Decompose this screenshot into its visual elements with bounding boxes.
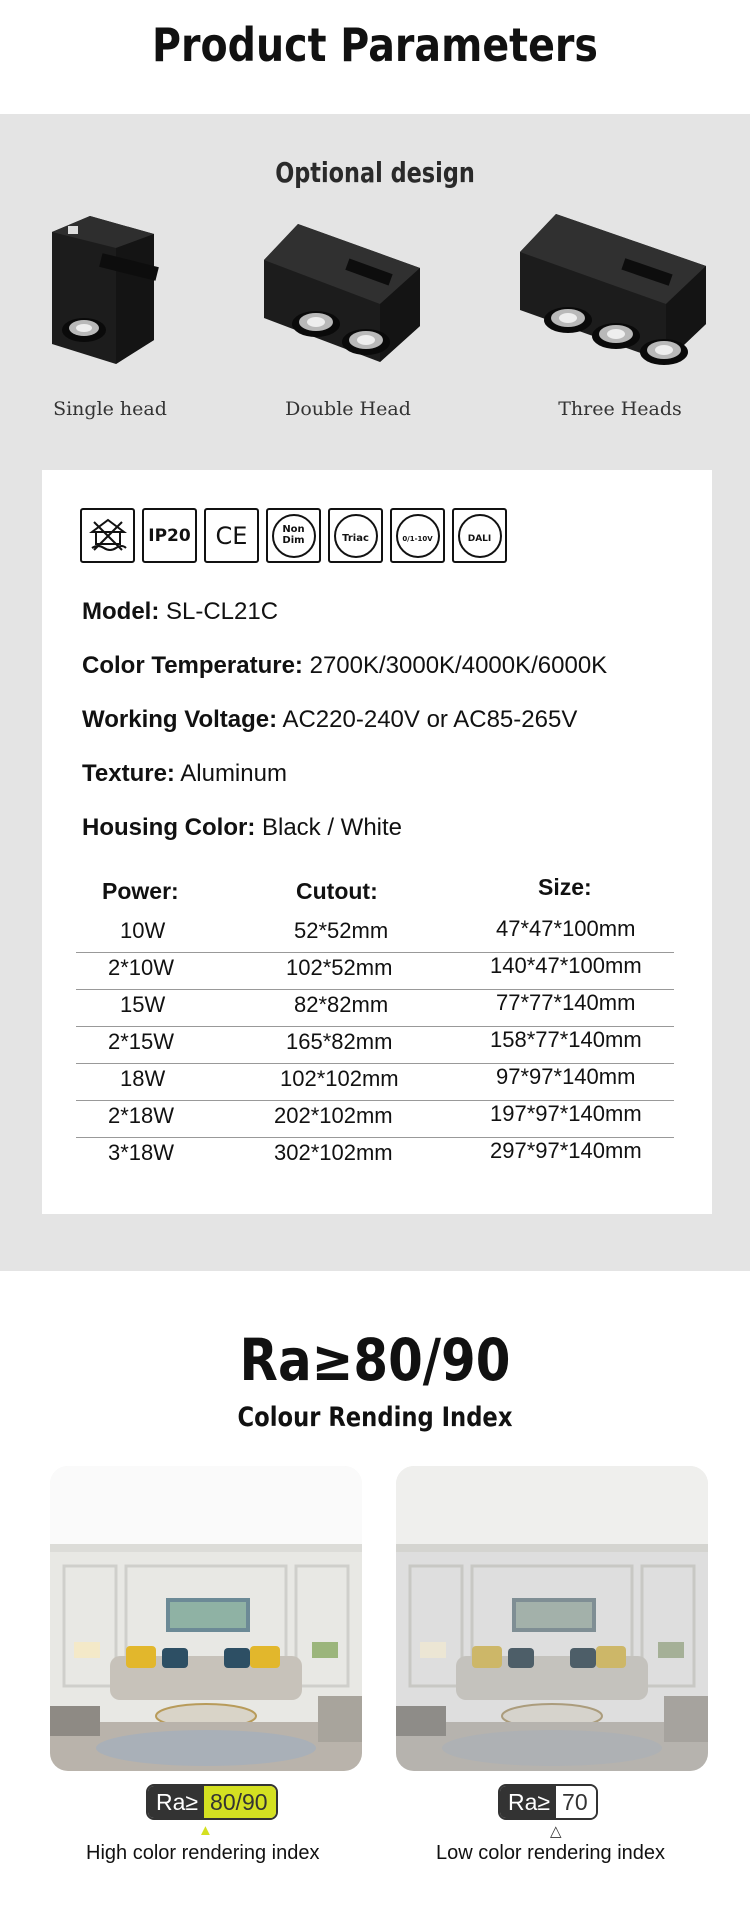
low-cri-room-image: [396, 1466, 708, 1771]
low-cri-prefix: Ra≥: [500, 1786, 556, 1818]
non-dim-icon: [266, 508, 321, 563]
spec-color-temperature: [82, 652, 607, 680]
power-header: Power:: [102, 878, 179, 904]
product-label-single-head: Single head: [53, 398, 167, 420]
ce-icon: [204, 508, 259, 563]
spec-color-temperature-key: Color Temperature:: [82, 652, 303, 679]
spec-working-voltage-key: Working Voltage:: [82, 706, 278, 733]
triac-label: Triac: [342, 533, 369, 545]
dimming-0-10v-icon: [390, 508, 445, 563]
dali-label: DALI: [467, 533, 492, 544]
table-row: [76, 1066, 674, 1103]
low-cri-caption: Low color rendering index: [436, 1842, 666, 1864]
spec-housing-color-key: Housing Color:: [82, 814, 256, 841]
power-cell: 10W: [120, 918, 166, 943]
cutout-cell: 82*82mm: [294, 992, 389, 1017]
cutout-cell: 102*102mm: [280, 1066, 399, 1091]
high-cri-prefix: Ra≥: [148, 1786, 204, 1818]
product-single-head-image: [50, 212, 170, 372]
power-cell: 18W: [120, 1066, 166, 1091]
size-cell: 97*97*140mm: [496, 1064, 636, 1089]
cutout-header: Cutout:: [296, 878, 378, 904]
high-cri-badge: [146, 1784, 278, 1820]
table-row: [76, 918, 674, 955]
cutout-cell: 52*52mm: [294, 918, 389, 943]
high-cri-pointer-icon: ▲: [198, 1822, 213, 1839]
power-cell: 15W: [120, 992, 166, 1017]
spec-housing-color-value: Black / White: [261, 814, 403, 841]
high-cri-caption: High color rendering index: [86, 1842, 320, 1864]
product-double-head-image: [262, 222, 422, 372]
triac-icon: [328, 508, 383, 563]
size-cell: 77*77*140mm: [496, 990, 636, 1015]
cutout-cell: 202*102mm: [274, 1103, 393, 1128]
non-dim-label: Non Dim: [282, 524, 305, 546]
ip20-label: IP20: [148, 525, 191, 546]
size-cell: 197*97*140mm: [490, 1101, 642, 1126]
spec-color-temperature-value: 2700K/3000K/4000K/6000K: [309, 652, 608, 679]
power-cell: 2*15W: [108, 1029, 175, 1054]
certification-badges: [80, 508, 507, 563]
power-cell: 3*18W: [108, 1140, 175, 1165]
table-row: [76, 1029, 674, 1066]
cri-subtitle: Colour Rending Index: [237, 1402, 513, 1433]
table-row: [76, 955, 674, 992]
size-cell: 47*47*100mm: [496, 916, 636, 941]
table-row: [76, 1103, 674, 1140]
cutout-cell: 102*52mm: [286, 955, 393, 980]
low-cri-pointer-icon: △: [550, 1823, 562, 1840]
no-cover-insulation-icon: [80, 508, 135, 563]
table-row: [76, 992, 674, 1029]
high-cri-value: 80/90: [204, 1786, 276, 1818]
page-title: Product Parameters: [152, 18, 598, 72]
spec-working-voltage-value: AC220-240V or AC85-265V: [282, 706, 578, 733]
spec-housing-color: [82, 814, 402, 842]
ce-label: CE: [215, 521, 248, 550]
low-cri-badge: [498, 1784, 598, 1820]
size-header: Size:: [538, 874, 592, 900]
spec-texture-key: Texture:: [82, 760, 175, 787]
cri-title: Ra≥80/90: [239, 1326, 511, 1394]
dimming-label: 0/1-10V: [402, 534, 433, 543]
spec-texture-value: Aluminum: [180, 760, 287, 787]
spec-model-value: SL-CL21C: [166, 598, 279, 625]
optional-design-title: Optional design: [275, 156, 475, 189]
dali-icon: [452, 508, 507, 563]
product-three-heads-image: [518, 212, 708, 372]
table-row: [76, 1140, 674, 1177]
power-cell: 2*18W: [108, 1103, 175, 1128]
spec-working-voltage: [82, 706, 577, 734]
spec-model-key: Model:: [82, 598, 160, 625]
size-cell: 158*77*140mm: [490, 1027, 642, 1052]
size-cell: 140*47*100mm: [490, 953, 642, 978]
spec-model: [82, 598, 278, 626]
high-cri-room-image: [50, 1466, 362, 1771]
power-cell: 2*10W: [108, 955, 175, 980]
spec-card: [42, 470, 712, 1214]
low-cri-value: 70: [556, 1786, 596, 1818]
cutout-cell: 302*102mm: [274, 1140, 393, 1165]
product-label-three-heads: Three Heads: [558, 398, 682, 420]
product-label-double-head: Double Head: [285, 398, 411, 420]
spec-texture: [82, 760, 287, 788]
cutout-cell: 165*82mm: [286, 1029, 393, 1054]
ip20-icon: [142, 508, 197, 563]
size-cell: 297*97*140mm: [490, 1138, 642, 1163]
